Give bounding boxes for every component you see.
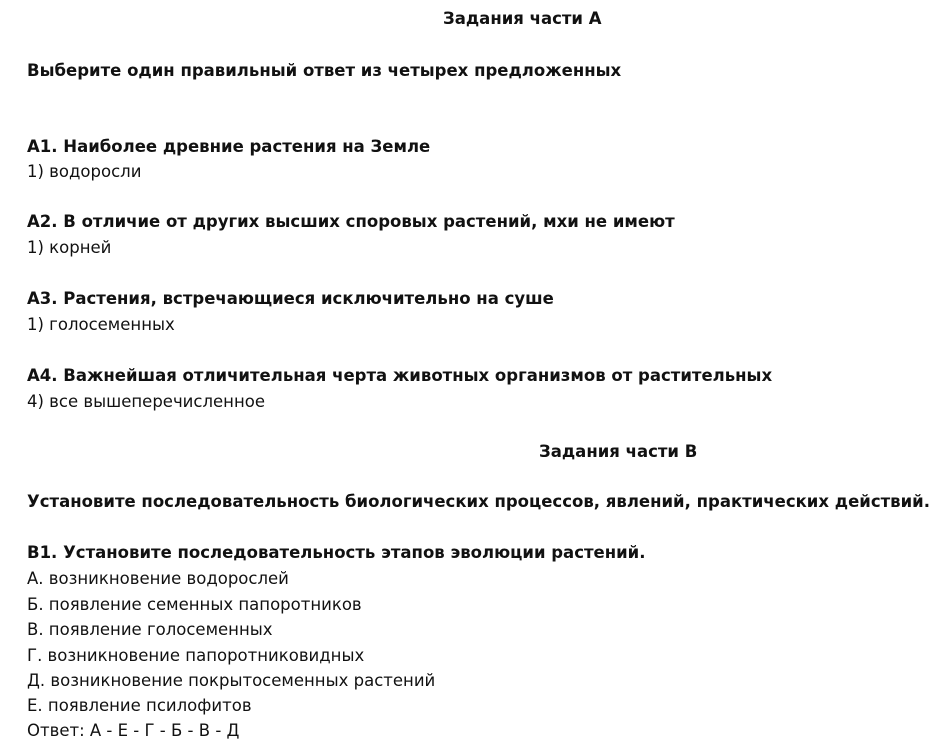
question-a2: А2. В отличие от других высших споровых растений, мхи не имеют [27, 212, 675, 231]
question-a4: А4. Важнейшая отличительная черта животных организмов от растительных [27, 366, 773, 385]
question-a3: А3. Растения, встречающиеся исключительно на суше [27, 289, 554, 308]
part-a-instruction: Выберите один правильный ответ из четырех предложенных [27, 61, 622, 80]
answer-a2: 1) корней [27, 238, 112, 257]
option-a: А. возникновение водорослей [27, 569, 289, 588]
answer-a3: 1) голосеменных [27, 315, 175, 334]
question-b1: В1. Установите последовательность этапов эволюции растений. [27, 543, 646, 562]
part-b-instruction: Установите последовательность биологических процессов, явлений, практических действий. [27, 492, 930, 511]
part-b-heading: Задания части В [539, 442, 698, 461]
answer-b1: Ответ: А - Е - Г - Б - В - Д [27, 721, 240, 740]
option-b: Б. появление семенных папоротников [27, 595, 362, 614]
option-d: Д. возникновение покрытосеменных растений [27, 671, 436, 690]
option-g: Г. возникновение папоротниковидных [27, 646, 365, 665]
answer-a1: 1) водоросли [27, 162, 142, 181]
answer-a4: 4) все вышеперечисленное [27, 392, 266, 411]
question-a1: А1. Наиболее древние растения на Земле [27, 137, 431, 156]
option-v: В. появление голосеменных [27, 620, 273, 639]
option-e: Е. появление псилофитов [27, 696, 252, 715]
part-a-heading: Задания части А [443, 9, 602, 28]
